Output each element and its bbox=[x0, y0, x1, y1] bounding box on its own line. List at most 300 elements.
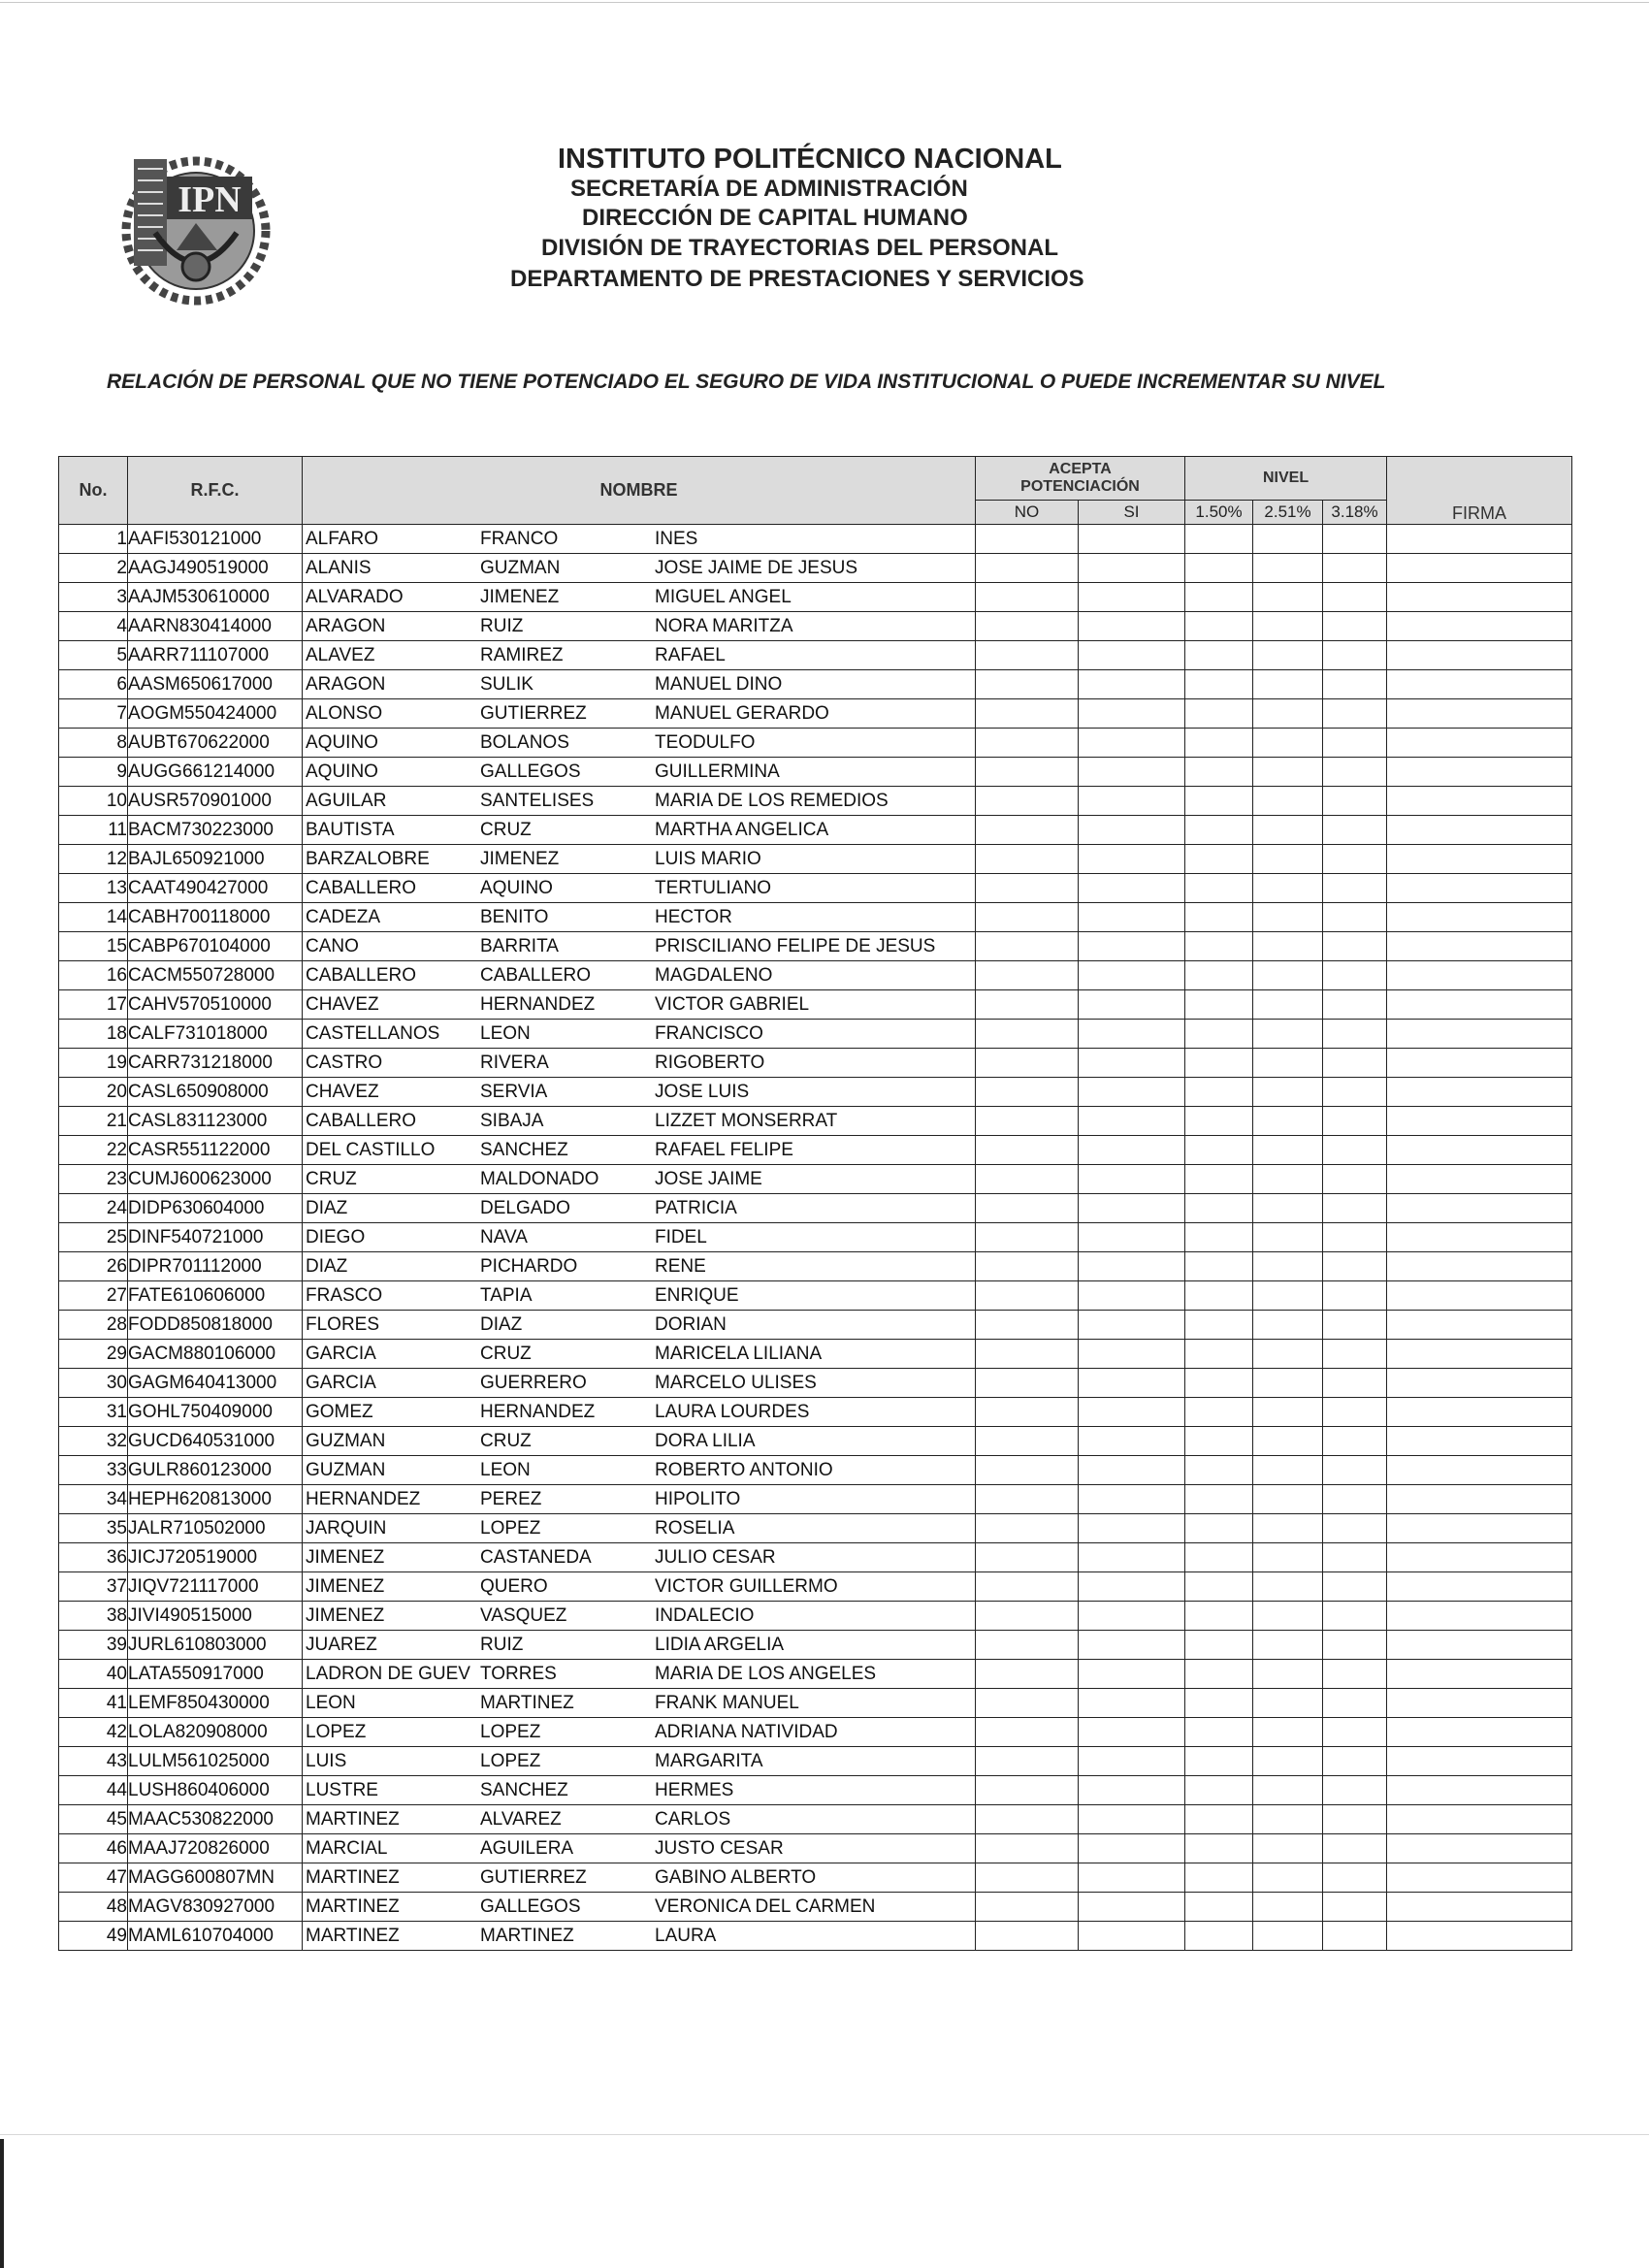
cell-firma[interactable] bbox=[1387, 1340, 1572, 1369]
cell-nivel-3[interactable] bbox=[1323, 1485, 1387, 1514]
cell-acepta-si[interactable] bbox=[1079, 1514, 1185, 1543]
cell-nivel-3[interactable] bbox=[1323, 699, 1387, 729]
cell-acepta-no[interactable] bbox=[976, 699, 1079, 729]
cell-nivel-3[interactable] bbox=[1323, 816, 1387, 845]
cell-nivel-3[interactable] bbox=[1323, 1514, 1387, 1543]
cell-nivel-1[interactable] bbox=[1185, 1718, 1253, 1747]
cell-firma[interactable] bbox=[1387, 1572, 1572, 1602]
cell-nivel-2[interactable] bbox=[1253, 1922, 1323, 1951]
cell-firma[interactable] bbox=[1387, 1805, 1572, 1834]
cell-nivel-2[interactable] bbox=[1253, 1834, 1323, 1863]
cell-nivel-3[interactable] bbox=[1323, 1776, 1387, 1805]
cell-firma[interactable] bbox=[1387, 1689, 1572, 1718]
cell-nivel-3[interactable] bbox=[1323, 1398, 1387, 1427]
cell-acepta-no[interactable] bbox=[976, 1311, 1079, 1340]
cell-nivel-3[interactable] bbox=[1323, 1834, 1387, 1863]
cell-acepta-no[interactable] bbox=[976, 787, 1079, 816]
cell-acepta-no[interactable] bbox=[976, 1718, 1079, 1747]
cell-acepta-no[interactable] bbox=[976, 1136, 1079, 1165]
cell-acepta-no[interactable] bbox=[976, 1049, 1079, 1078]
cell-acepta-no[interactable] bbox=[976, 1078, 1079, 1107]
cell-nivel-1[interactable] bbox=[1185, 816, 1253, 845]
cell-nivel-2[interactable] bbox=[1253, 729, 1323, 758]
cell-firma[interactable] bbox=[1387, 1747, 1572, 1776]
cell-nivel-1[interactable] bbox=[1185, 1165, 1253, 1194]
cell-acepta-no[interactable] bbox=[976, 1165, 1079, 1194]
cell-nivel-3[interactable] bbox=[1323, 932, 1387, 961]
cell-nivel-2[interactable] bbox=[1253, 1427, 1323, 1456]
cell-nivel-2[interactable] bbox=[1253, 1281, 1323, 1311]
cell-nivel-1[interactable] bbox=[1185, 1427, 1253, 1456]
cell-nivel-1[interactable] bbox=[1185, 1893, 1253, 1922]
cell-nivel-2[interactable] bbox=[1253, 961, 1323, 990]
cell-nivel-1[interactable] bbox=[1185, 1136, 1253, 1165]
cell-nivel-2[interactable] bbox=[1253, 1602, 1323, 1631]
cell-nivel-2[interactable] bbox=[1253, 1078, 1323, 1107]
cell-nivel-2[interactable] bbox=[1253, 1252, 1323, 1281]
cell-nivel-1[interactable] bbox=[1185, 758, 1253, 787]
cell-acepta-si[interactable] bbox=[1079, 1863, 1185, 1893]
cell-acepta-si[interactable] bbox=[1079, 1572, 1185, 1602]
cell-nivel-3[interactable] bbox=[1323, 903, 1387, 932]
cell-nivel-3[interactable] bbox=[1323, 1863, 1387, 1893]
cell-nivel-2[interactable] bbox=[1253, 816, 1323, 845]
cell-nivel-1[interactable] bbox=[1185, 1863, 1253, 1893]
cell-acepta-si[interactable] bbox=[1079, 1922, 1185, 1951]
cell-nivel-2[interactable] bbox=[1253, 641, 1323, 670]
cell-nivel-2[interactable] bbox=[1253, 1194, 1323, 1223]
cell-acepta-si[interactable] bbox=[1079, 1631, 1185, 1660]
cell-firma[interactable] bbox=[1387, 1718, 1572, 1747]
cell-nivel-2[interactable] bbox=[1253, 1165, 1323, 1194]
cell-nivel-2[interactable] bbox=[1253, 1631, 1323, 1660]
cell-firma[interactable] bbox=[1387, 1543, 1572, 1572]
cell-acepta-no[interactable] bbox=[976, 641, 1079, 670]
cell-firma[interactable] bbox=[1387, 583, 1572, 612]
row-nombre bbox=[303, 1398, 976, 1427]
cell-acepta-no[interactable] bbox=[976, 990, 1079, 1020]
cell-acepta-si[interactable] bbox=[1079, 932, 1185, 961]
cell-acepta-no[interactable] bbox=[976, 1485, 1079, 1514]
cell-acepta-si[interactable] bbox=[1079, 903, 1185, 932]
cell-nivel-1[interactable] bbox=[1185, 1107, 1253, 1136]
cell-acepta-si[interactable] bbox=[1079, 816, 1185, 845]
cell-nivel-2[interactable] bbox=[1253, 1689, 1323, 1718]
row-nombres: JULIO CESAR bbox=[655, 1546, 776, 1568]
cell-nivel-1[interactable] bbox=[1185, 1747, 1253, 1776]
cell-acepta-si[interactable] bbox=[1079, 1078, 1185, 1107]
cell-nivel-1[interactable] bbox=[1185, 1194, 1253, 1223]
cell-acepta-si[interactable] bbox=[1079, 1020, 1185, 1049]
cell-nivel-1[interactable] bbox=[1185, 1281, 1253, 1311]
cell-acepta-si[interactable] bbox=[1079, 525, 1185, 554]
cell-firma[interactable] bbox=[1387, 1369, 1572, 1398]
cell-acepta-no[interactable] bbox=[976, 1020, 1079, 1049]
cell-nivel-2[interactable] bbox=[1253, 1398, 1323, 1427]
cell-nivel-1[interactable] bbox=[1185, 525, 1253, 554]
cell-nivel-1[interactable] bbox=[1185, 845, 1253, 874]
cell-acepta-si[interactable] bbox=[1079, 554, 1185, 583]
cell-nivel-3[interactable] bbox=[1323, 554, 1387, 583]
cell-nivel-1[interactable] bbox=[1185, 1805, 1253, 1834]
cell-nivel-3[interactable] bbox=[1323, 1340, 1387, 1369]
cell-firma[interactable] bbox=[1387, 1020, 1572, 1049]
cell-nivel-1[interactable] bbox=[1185, 787, 1253, 816]
cell-acepta-no[interactable] bbox=[976, 1340, 1079, 1369]
cell-acepta-si[interactable] bbox=[1079, 845, 1185, 874]
cell-acepta-si[interactable] bbox=[1079, 1456, 1185, 1485]
cell-acepta-no[interactable] bbox=[976, 1747, 1079, 1776]
cell-acepta-no[interactable] bbox=[976, 1776, 1079, 1805]
cell-nivel-2[interactable] bbox=[1253, 1863, 1323, 1893]
cell-acepta-no[interactable] bbox=[976, 1514, 1079, 1543]
cell-nivel-3[interactable] bbox=[1323, 1136, 1387, 1165]
cell-nivel-2[interactable] bbox=[1253, 699, 1323, 729]
cell-firma[interactable] bbox=[1387, 554, 1572, 583]
cell-firma[interactable] bbox=[1387, 961, 1572, 990]
cell-acepta-si[interactable] bbox=[1079, 1136, 1185, 1165]
cell-firma[interactable] bbox=[1387, 1456, 1572, 1485]
cell-nivel-2[interactable] bbox=[1253, 1747, 1323, 1776]
cell-nivel-2[interactable] bbox=[1253, 1514, 1323, 1543]
cell-nivel-1[interactable] bbox=[1185, 699, 1253, 729]
cell-firma[interactable] bbox=[1387, 874, 1572, 903]
cell-firma[interactable] bbox=[1387, 525, 1572, 554]
cell-acepta-si[interactable] bbox=[1079, 990, 1185, 1020]
cell-acepta-si[interactable] bbox=[1079, 1602, 1185, 1631]
cell-firma[interactable] bbox=[1387, 990, 1572, 1020]
cell-firma[interactable] bbox=[1387, 1631, 1572, 1660]
cell-acepta-no[interactable] bbox=[976, 845, 1079, 874]
cell-acepta-no[interactable] bbox=[976, 1223, 1079, 1252]
cell-nivel-3[interactable] bbox=[1323, 1747, 1387, 1776]
cell-acepta-si[interactable] bbox=[1079, 1660, 1185, 1689]
cell-nivel-3[interactable] bbox=[1323, 729, 1387, 758]
cell-firma[interactable] bbox=[1387, 670, 1572, 699]
cell-firma[interactable] bbox=[1387, 612, 1572, 641]
cell-acepta-si[interactable] bbox=[1079, 1543, 1185, 1572]
cell-acepta-si[interactable] bbox=[1079, 1223, 1185, 1252]
cell-acepta-si[interactable] bbox=[1079, 874, 1185, 903]
cell-nivel-2[interactable] bbox=[1253, 1340, 1323, 1369]
cell-nivel-2[interactable] bbox=[1253, 1107, 1323, 1136]
cell-acepta-si[interactable] bbox=[1079, 1049, 1185, 1078]
cell-acepta-si[interactable] bbox=[1079, 1252, 1185, 1281]
cell-firma[interactable] bbox=[1387, 1427, 1572, 1456]
cell-acepta-no[interactable] bbox=[976, 1281, 1079, 1311]
cell-nivel-3[interactable] bbox=[1323, 758, 1387, 787]
cell-nivel-1[interactable] bbox=[1185, 1078, 1253, 1107]
cell-nivel-2[interactable] bbox=[1253, 1660, 1323, 1689]
cell-acepta-no[interactable] bbox=[976, 525, 1079, 554]
cell-nivel-3[interactable] bbox=[1323, 1049, 1387, 1078]
cell-nivel-3[interactable] bbox=[1323, 1281, 1387, 1311]
cell-nivel-2[interactable] bbox=[1253, 1485, 1323, 1514]
cell-firma[interactable] bbox=[1387, 1107, 1572, 1136]
cell-nivel-2[interactable] bbox=[1253, 932, 1323, 961]
cell-firma[interactable] bbox=[1387, 699, 1572, 729]
cell-acepta-no[interactable] bbox=[976, 1893, 1079, 1922]
cell-acepta-si[interactable] bbox=[1079, 729, 1185, 758]
cell-nivel-3[interactable] bbox=[1323, 1805, 1387, 1834]
cell-nivel-2[interactable] bbox=[1253, 525, 1323, 554]
cell-nivel-2[interactable] bbox=[1253, 1718, 1323, 1747]
cell-nivel-3[interactable] bbox=[1323, 1543, 1387, 1572]
cell-nivel-3[interactable] bbox=[1323, 525, 1387, 554]
cell-nivel-1[interactable] bbox=[1185, 1776, 1253, 1805]
cell-nivel-3[interactable] bbox=[1323, 583, 1387, 612]
cell-acepta-si[interactable] bbox=[1079, 1893, 1185, 1922]
cell-acepta-si[interactable] bbox=[1079, 1311, 1185, 1340]
cell-acepta-si[interactable] bbox=[1079, 1834, 1185, 1863]
cell-nivel-2[interactable] bbox=[1253, 1805, 1323, 1834]
cell-firma[interactable] bbox=[1387, 1485, 1572, 1514]
cell-acepta-no[interactable] bbox=[976, 1863, 1079, 1893]
cell-acepta-si[interactable] bbox=[1079, 612, 1185, 641]
cell-acepta-no[interactable] bbox=[976, 554, 1079, 583]
cell-nivel-3[interactable] bbox=[1323, 1631, 1387, 1660]
cell-firma[interactable] bbox=[1387, 1834, 1572, 1863]
cell-acepta-si[interactable] bbox=[1079, 1369, 1185, 1398]
cell-nivel-3[interactable] bbox=[1323, 1660, 1387, 1689]
cell-nivel-1[interactable] bbox=[1185, 1543, 1253, 1572]
cell-nivel-3[interactable] bbox=[1323, 641, 1387, 670]
cell-nivel-3[interactable] bbox=[1323, 1311, 1387, 1340]
cell-nivel-1[interactable] bbox=[1185, 874, 1253, 903]
cell-firma[interactable] bbox=[1387, 787, 1572, 816]
cell-nivel-1[interactable] bbox=[1185, 641, 1253, 670]
cell-nivel-2[interactable] bbox=[1253, 1893, 1323, 1922]
cell-acepta-si[interactable] bbox=[1079, 758, 1185, 787]
cell-firma[interactable] bbox=[1387, 1863, 1572, 1893]
cell-nivel-1[interactable] bbox=[1185, 1020, 1253, 1049]
cell-acepta-no[interactable] bbox=[976, 932, 1079, 961]
cell-nivel-3[interactable] bbox=[1323, 1369, 1387, 1398]
cell-nivel-1[interactable] bbox=[1185, 670, 1253, 699]
cell-acepta-no[interactable] bbox=[976, 961, 1079, 990]
cell-nivel-1[interactable] bbox=[1185, 1631, 1253, 1660]
cell-acepta-si[interactable] bbox=[1079, 1165, 1185, 1194]
cell-firma[interactable] bbox=[1387, 729, 1572, 758]
cell-nivel-2[interactable] bbox=[1253, 990, 1323, 1020]
cell-acepta-no[interactable] bbox=[976, 816, 1079, 845]
cell-acepta-no[interactable] bbox=[976, 874, 1079, 903]
cell-firma[interactable] bbox=[1387, 1049, 1572, 1078]
cell-firma[interactable] bbox=[1387, 816, 1572, 845]
cell-firma[interactable] bbox=[1387, 1252, 1572, 1281]
cell-acepta-no[interactable] bbox=[976, 903, 1079, 932]
cell-nivel-3[interactable] bbox=[1323, 1922, 1387, 1951]
cell-nivel-2[interactable] bbox=[1253, 758, 1323, 787]
cell-firma[interactable] bbox=[1387, 641, 1572, 670]
cell-acepta-si[interactable] bbox=[1079, 583, 1185, 612]
cell-acepta-si[interactable] bbox=[1079, 1194, 1185, 1223]
cell-firma[interactable] bbox=[1387, 1922, 1572, 1951]
cell-firma[interactable] bbox=[1387, 1893, 1572, 1922]
cell-firma[interactable] bbox=[1387, 845, 1572, 874]
cell-acepta-no[interactable] bbox=[976, 1398, 1079, 1427]
cell-firma[interactable] bbox=[1387, 1078, 1572, 1107]
cell-firma[interactable] bbox=[1387, 903, 1572, 932]
cell-nivel-3[interactable] bbox=[1323, 670, 1387, 699]
cell-nivel-1[interactable] bbox=[1185, 961, 1253, 990]
cell-nivel-3[interactable] bbox=[1323, 1107, 1387, 1136]
cell-nivel-2[interactable] bbox=[1253, 612, 1323, 641]
cell-acepta-no[interactable] bbox=[976, 1543, 1079, 1572]
cell-acepta-si[interactable] bbox=[1079, 1281, 1185, 1311]
cell-acepta-si[interactable] bbox=[1079, 1107, 1185, 1136]
cell-acepta-si[interactable] bbox=[1079, 1718, 1185, 1747]
cell-nivel-2[interactable] bbox=[1253, 1311, 1323, 1340]
cell-nivel-1[interactable] bbox=[1185, 554, 1253, 583]
cell-acepta-si[interactable] bbox=[1079, 641, 1185, 670]
cell-acepta-no[interactable] bbox=[976, 1805, 1079, 1834]
cell-nivel-1[interactable] bbox=[1185, 1252, 1253, 1281]
cell-nivel-3[interactable] bbox=[1323, 874, 1387, 903]
cell-nivel-3[interactable] bbox=[1323, 1223, 1387, 1252]
cell-nivel-1[interactable] bbox=[1185, 1834, 1253, 1863]
cell-nivel-2[interactable] bbox=[1253, 787, 1323, 816]
cell-firma[interactable] bbox=[1387, 1311, 1572, 1340]
cell-firma[interactable] bbox=[1387, 1398, 1572, 1427]
cell-nivel-2[interactable] bbox=[1253, 1020, 1323, 1049]
row-apellido-paterno: AQUINO bbox=[306, 731, 378, 753]
cell-nivel-3[interactable] bbox=[1323, 1020, 1387, 1049]
cell-nivel-1[interactable] bbox=[1185, 1311, 1253, 1340]
cell-acepta-no[interactable] bbox=[976, 670, 1079, 699]
cell-nivel-1[interactable] bbox=[1185, 1340, 1253, 1369]
row-nombre bbox=[303, 990, 976, 1020]
cell-nivel-2[interactable] bbox=[1253, 874, 1323, 903]
cell-acepta-no[interactable] bbox=[976, 1631, 1079, 1660]
cell-acepta-si[interactable] bbox=[1079, 1689, 1185, 1718]
cell-nivel-1[interactable] bbox=[1185, 1602, 1253, 1631]
cell-acepta-si[interactable] bbox=[1079, 1427, 1185, 1456]
cell-acepta-no[interactable] bbox=[976, 1602, 1079, 1631]
row-rfc: HEPH620813000 bbox=[128, 1485, 303, 1514]
cell-firma[interactable] bbox=[1387, 1136, 1572, 1165]
cell-nivel-2[interactable] bbox=[1253, 1049, 1323, 1078]
cell-nivel-1[interactable] bbox=[1185, 1514, 1253, 1543]
cell-nivel-1[interactable] bbox=[1185, 1485, 1253, 1514]
cell-nivel-1[interactable] bbox=[1185, 1456, 1253, 1485]
cell-nivel-2[interactable] bbox=[1253, 903, 1323, 932]
cell-nivel-3[interactable] bbox=[1323, 1689, 1387, 1718]
cell-nivel-3[interactable] bbox=[1323, 1427, 1387, 1456]
cell-firma[interactable] bbox=[1387, 1776, 1572, 1805]
cell-acepta-no[interactable] bbox=[976, 1834, 1079, 1863]
cell-nivel-3[interactable] bbox=[1323, 1252, 1387, 1281]
cell-acepta-si[interactable] bbox=[1079, 1485, 1185, 1514]
cell-nivel-3[interactable] bbox=[1323, 1572, 1387, 1602]
cell-nivel-2[interactable] bbox=[1253, 1543, 1323, 1572]
cell-nivel-1[interactable] bbox=[1185, 612, 1253, 641]
cell-nivel-1[interactable] bbox=[1185, 1660, 1253, 1689]
cell-nivel-3[interactable] bbox=[1323, 1165, 1387, 1194]
cell-acepta-no[interactable] bbox=[976, 1572, 1079, 1602]
cell-acepta-no[interactable] bbox=[976, 1252, 1079, 1281]
cell-nivel-3[interactable] bbox=[1323, 961, 1387, 990]
cell-nivel-3[interactable] bbox=[1323, 990, 1387, 1020]
cell-nivel-1[interactable] bbox=[1185, 1223, 1253, 1252]
cell-acepta-si[interactable] bbox=[1079, 699, 1185, 729]
cell-acepta-si[interactable] bbox=[1079, 1340, 1185, 1369]
cell-acepta-si[interactable] bbox=[1079, 961, 1185, 990]
cell-firma[interactable] bbox=[1387, 1165, 1572, 1194]
table-row bbox=[59, 845, 1572, 874]
cell-acepta-no[interactable] bbox=[976, 1660, 1079, 1689]
cell-firma[interactable] bbox=[1387, 1194, 1572, 1223]
cell-firma[interactable] bbox=[1387, 932, 1572, 961]
cell-nivel-1[interactable] bbox=[1185, 1689, 1253, 1718]
cell-acepta-no[interactable] bbox=[976, 758, 1079, 787]
cell-nivel-3[interactable] bbox=[1323, 1078, 1387, 1107]
cell-nivel-1[interactable] bbox=[1185, 932, 1253, 961]
cell-nivel-3[interactable] bbox=[1323, 1893, 1387, 1922]
cell-nivel-1[interactable] bbox=[1185, 1922, 1253, 1951]
cell-acepta-no[interactable] bbox=[976, 1689, 1079, 1718]
cell-acepta-no[interactable] bbox=[976, 1427, 1079, 1456]
cell-acepta-no[interactable] bbox=[976, 1369, 1079, 1398]
cell-nivel-2[interactable] bbox=[1253, 1456, 1323, 1485]
cell-acepta-si[interactable] bbox=[1079, 1805, 1185, 1834]
cell-acepta-si[interactable] bbox=[1079, 1398, 1185, 1427]
cell-acepta-si[interactable] bbox=[1079, 1776, 1185, 1805]
cell-acepta-no[interactable] bbox=[976, 1456, 1079, 1485]
cell-nivel-3[interactable] bbox=[1323, 1718, 1387, 1747]
cell-nivel-1[interactable] bbox=[1185, 729, 1253, 758]
cell-nivel-1[interactable] bbox=[1185, 1049, 1253, 1078]
cell-nivel-2[interactable] bbox=[1253, 1223, 1323, 1252]
cell-acepta-no[interactable] bbox=[976, 612, 1079, 641]
cell-nivel-2[interactable] bbox=[1253, 1136, 1323, 1165]
cell-acepta-no[interactable] bbox=[976, 1922, 1079, 1951]
cell-nivel-2[interactable] bbox=[1253, 583, 1323, 612]
cell-firma[interactable] bbox=[1387, 1660, 1572, 1689]
cell-acepta-si[interactable] bbox=[1079, 1747, 1185, 1776]
cell-firma[interactable] bbox=[1387, 1223, 1572, 1252]
cell-firma[interactable] bbox=[1387, 758, 1572, 787]
cell-acepta-no[interactable] bbox=[976, 729, 1079, 758]
cell-nivel-2[interactable] bbox=[1253, 670, 1323, 699]
cell-firma[interactable] bbox=[1387, 1514, 1572, 1543]
cell-firma[interactable] bbox=[1387, 1602, 1572, 1631]
cell-nivel-3[interactable] bbox=[1323, 845, 1387, 874]
cell-acepta-no[interactable] bbox=[976, 1194, 1079, 1223]
cell-nivel-2[interactable] bbox=[1253, 1776, 1323, 1805]
cell-firma[interactable] bbox=[1387, 1281, 1572, 1311]
cell-nivel-2[interactable] bbox=[1253, 845, 1323, 874]
cell-nivel-1[interactable] bbox=[1185, 1398, 1253, 1427]
cell-nivel-1[interactable] bbox=[1185, 990, 1253, 1020]
cell-acepta-si[interactable] bbox=[1079, 787, 1185, 816]
cell-acepta-si[interactable] bbox=[1079, 670, 1185, 699]
cell-nivel-2[interactable] bbox=[1253, 1572, 1323, 1602]
cell-nivel-1[interactable] bbox=[1185, 903, 1253, 932]
cell-nivel-3[interactable] bbox=[1323, 612, 1387, 641]
cell-nivel-3[interactable] bbox=[1323, 1194, 1387, 1223]
cell-nivel-3[interactable] bbox=[1323, 1602, 1387, 1631]
cell-nivel-1[interactable] bbox=[1185, 1572, 1253, 1602]
cell-nivel-2[interactable] bbox=[1253, 1369, 1323, 1398]
cell-nivel-1[interactable] bbox=[1185, 583, 1253, 612]
cell-nivel-1[interactable] bbox=[1185, 1369, 1253, 1398]
cell-acepta-no[interactable] bbox=[976, 1107, 1079, 1136]
cell-nivel-3[interactable] bbox=[1323, 787, 1387, 816]
cell-acepta-no[interactable] bbox=[976, 583, 1079, 612]
cell-nivel-2[interactable] bbox=[1253, 554, 1323, 583]
cell-nivel-3[interactable] bbox=[1323, 1456, 1387, 1485]
